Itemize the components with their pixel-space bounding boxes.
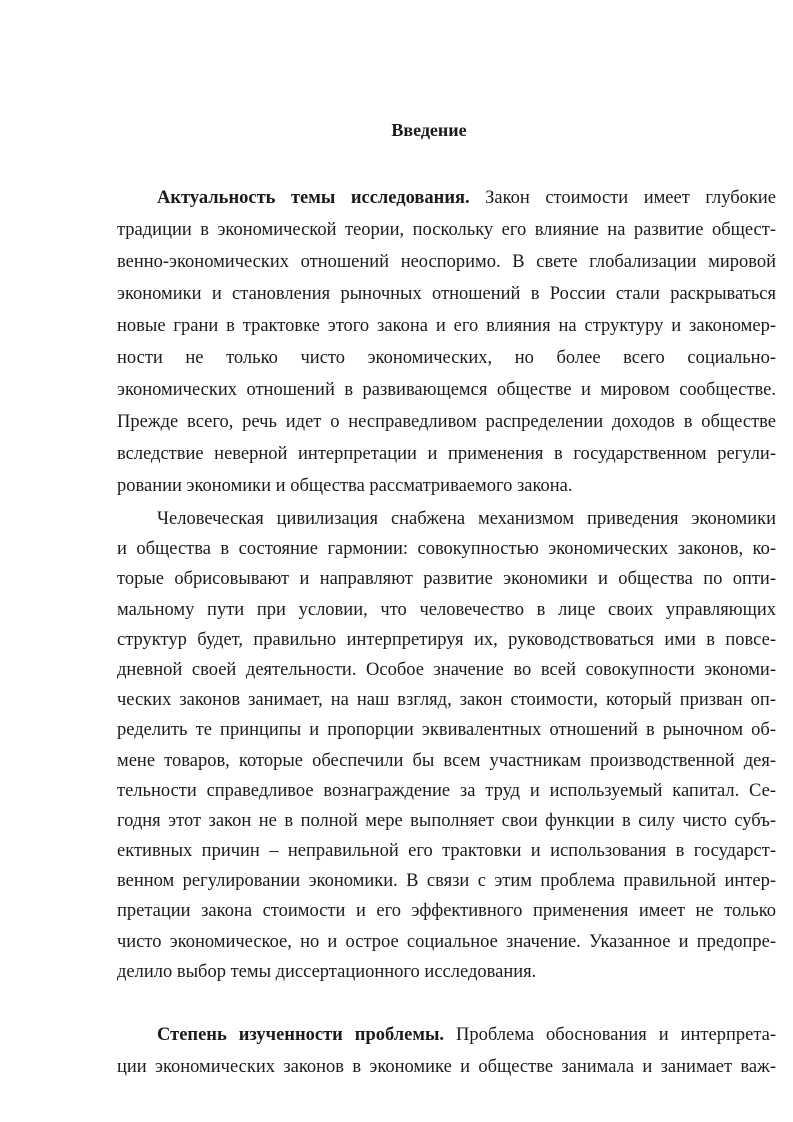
paragraph-lead-heading: Актуальность темы исследования. xyxy=(157,188,470,208)
text-line: чисто экономическое, но и острое социальное значение. Указанное и предопре- xyxy=(117,931,776,952)
paragraph-relevance xyxy=(117,186,776,506)
text-line: структур будет, правильно интерпретируя их, руководствоваться ими в повсе- xyxy=(117,629,776,650)
text-line: мальному пути при условии, что человечество в лице своих управляющих xyxy=(117,599,776,620)
text-line-content: Закон стоимости имеет глубокие xyxy=(469,188,776,208)
text-line: претации закона стоимости и его эффективного применения имеет не только xyxy=(117,901,776,922)
text-line: экономики и становления рыночных отношений в России стали раскрываться xyxy=(117,284,776,304)
text-line: мене товаров, которые обеспечили бы всем участникам производственной дея- xyxy=(117,750,776,771)
text-line: венном регулировании экономики. В связи с этим проблема правильной интер- xyxy=(117,871,776,892)
text-line xyxy=(117,1023,776,1055)
text-line: венно-экономических отношений неоспоримо. В свете глобализации мировой xyxy=(117,252,776,272)
text-line: ределить те принципы и пропорции эквивалентных отношений в рыночном об- xyxy=(117,720,776,741)
paragraph-civilization xyxy=(117,507,776,990)
text-line: делило выбор темы диссертационного исследования. xyxy=(117,961,537,982)
text-line: ективных причин – неправильной его трактовки и использования в государст- xyxy=(117,841,776,862)
text-line: дневной своей деятельности. Особое значение во всей совокупности экономи- xyxy=(117,659,776,680)
text-line: ции экономических законов в экономике и обществе занимала и занимает важ- xyxy=(117,1057,776,1077)
text-line: ческих законов занимает, на наш взгляд, закон стоимости, который призван оп- xyxy=(117,690,776,711)
paragraph-lead-heading: Степень изученности проблемы. xyxy=(157,1025,445,1045)
text-line xyxy=(117,186,776,218)
text-line: вследствие неверной интерпретации и применения в государственном регули- xyxy=(117,444,776,464)
paragraph-study-degree xyxy=(117,1023,776,1087)
text-line: годня этот закон не в полной мере выполняет свои функции в силу чисто субъ- xyxy=(117,810,776,831)
text-line: новые грани в трактовке этого закона и его влияния на структуру и закономер- xyxy=(117,316,776,336)
text-line: Прежде всего, речь идет о несправедливом распределении доходов в обществе xyxy=(117,412,776,432)
text-line: экономических отношений в развивающемся обществе и мировом сообществе. xyxy=(117,380,776,400)
text-line: тельности справедливое вознаграждение за труд и используемый капитал. Се- xyxy=(117,780,776,801)
text-line: Человеческая цивилизация снабжена механизмом приведения экономики xyxy=(157,509,776,529)
text-line: традиции в экономической теории, поскольку его влияние на развитие общест- xyxy=(117,220,776,240)
text-line: ровании экономики и общества рассматриваемого закона. xyxy=(117,476,573,496)
section-title: Введение xyxy=(391,120,467,140)
text-line: ности не только чисто экономических, но более всего социально- xyxy=(117,348,776,368)
text-line: и общества в состояние гармонии: совокупностью экономических законов, ко- xyxy=(117,539,776,560)
text-line-content: Проблема обоснования и интерпрета- xyxy=(444,1025,776,1045)
text-line: торые обрисовывают и направляют развитие экономики и общества по опти- xyxy=(117,569,776,590)
